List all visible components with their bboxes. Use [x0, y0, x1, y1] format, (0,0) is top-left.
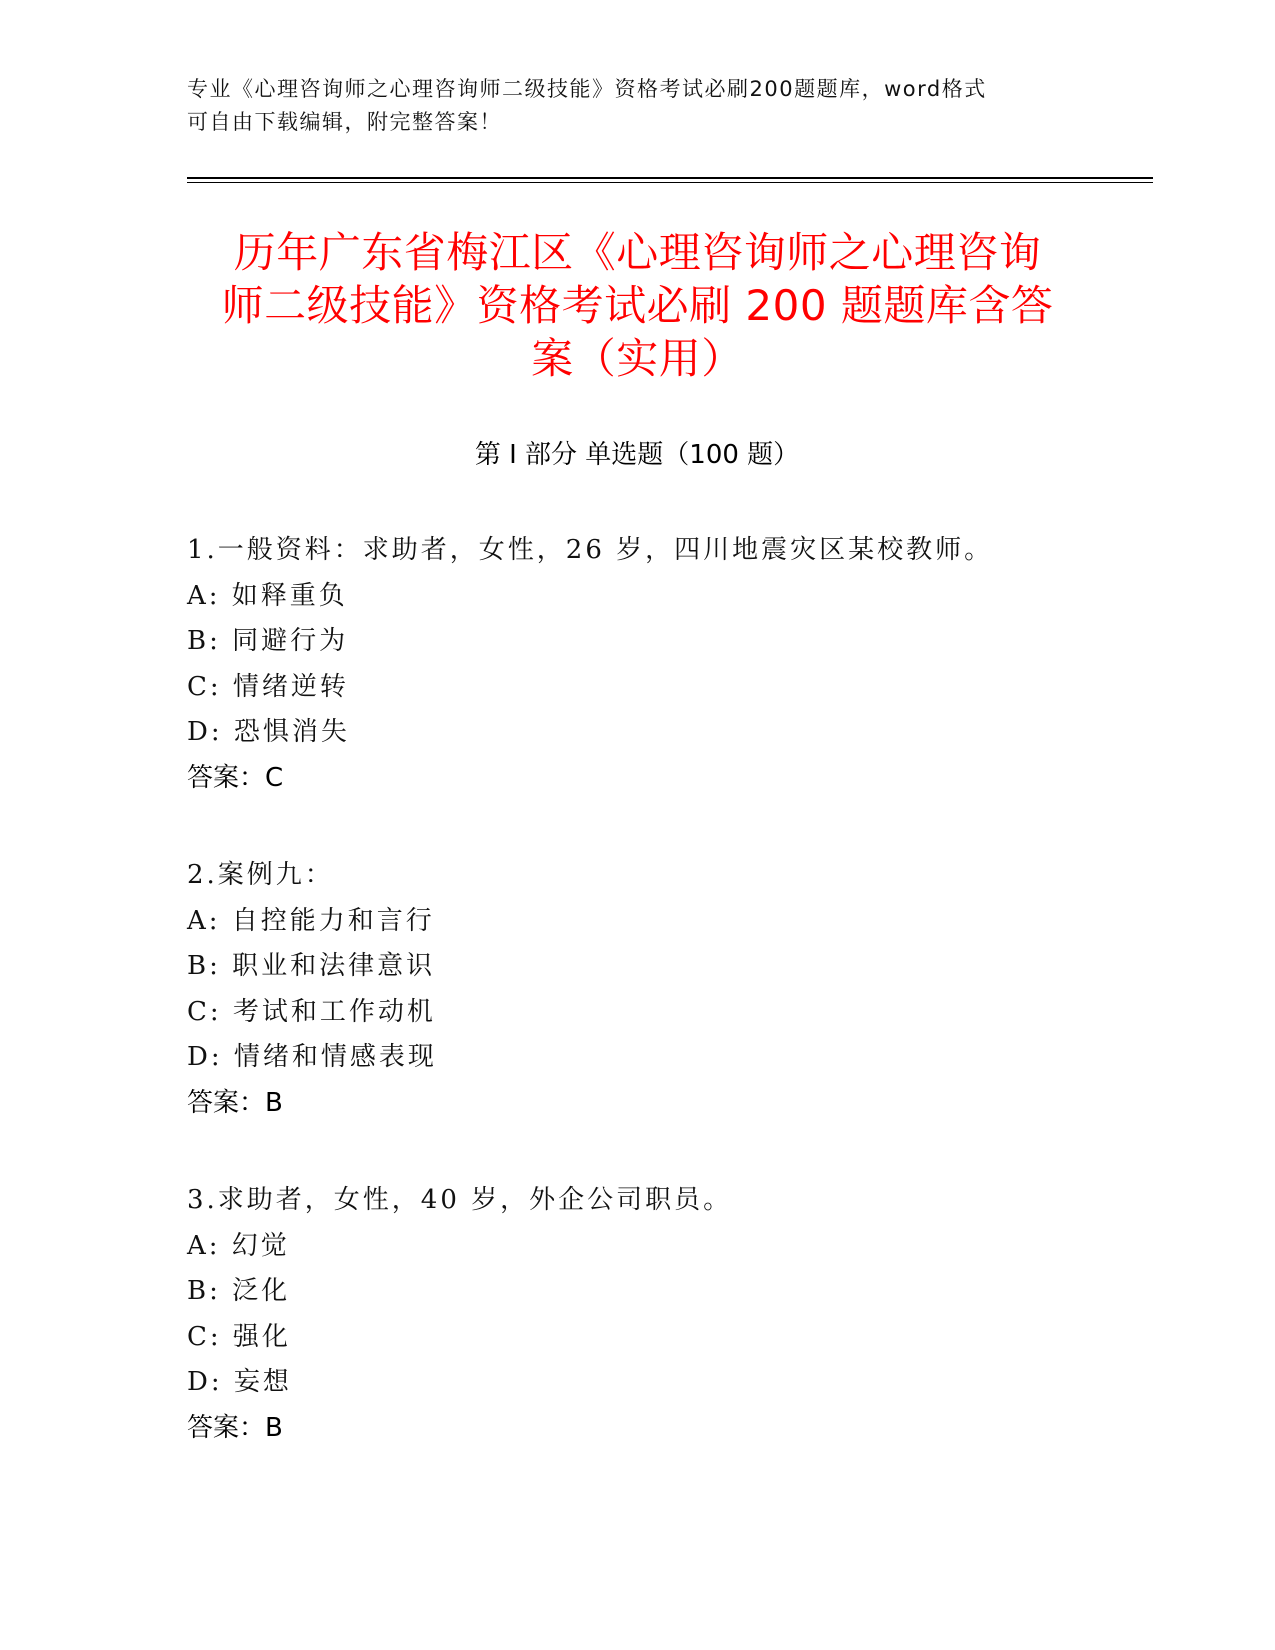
option-c: C: 情绪逆转	[187, 671, 349, 702]
question-list	[187, 528, 1087, 1503]
option-a: A: 如释重负	[187, 580, 348, 611]
answer-line: 答案：B	[187, 1087, 283, 1118]
header-note-line-1: 专业《心理咨询师之心理咨询师二级技能》资格考试必刷200题题库，word格式	[187, 77, 987, 101]
header-note-line-2: 可自由下载编辑，附完整答案！	[187, 110, 502, 134]
option-d: D: 情绪和情感表现	[187, 1042, 437, 1072]
question-1	[187, 528, 1087, 801]
question-3	[187, 1178, 1087, 1451]
option-d: D: 恐惧消失	[187, 717, 350, 747]
option-b: B: 泛化	[187, 1276, 291, 1306]
question-2	[187, 853, 1087, 1126]
option-c: C: 考试和工作动机	[187, 996, 436, 1027]
option-a: A: 幻觉	[187, 1230, 290, 1261]
question-stem: 3.求助者，女性，40 岁，外企公司职员。	[187, 1185, 733, 1215]
document-title-line-2: 师二级技能》资格考试必刷 200 题题库含答	[221, 281, 1054, 330]
header-divider-thick	[187, 177, 1153, 179]
answer-line: 答案：C	[187, 762, 284, 793]
document-title-line-1: 历年广东省梅江区《心理咨询师之心理咨询	[233, 228, 1042, 277]
document-title-line-3: 案（实用）	[531, 334, 744, 383]
option-c: C: 强化	[187, 1321, 291, 1352]
header-note	[187, 73, 1087, 139]
option-b: B: 同避行为	[187, 626, 349, 656]
document-title	[190, 226, 1085, 385]
section-heading: 第 I 部分 单选题（100 题）	[474, 440, 800, 470]
answer-line: 答案：B	[187, 1412, 283, 1443]
header-divider-thin	[187, 182, 1153, 183]
question-stem: 2.案例九：	[187, 860, 334, 890]
question-stem: 1.一般资料：求助者，女性，26 岁，四川地震灾区某校教师。	[187, 535, 994, 565]
option-d: D: 妄想	[187, 1367, 292, 1397]
option-b: B: 职业和法律意识	[187, 951, 436, 981]
option-a: A: 自控能力和言行	[187, 905, 435, 936]
